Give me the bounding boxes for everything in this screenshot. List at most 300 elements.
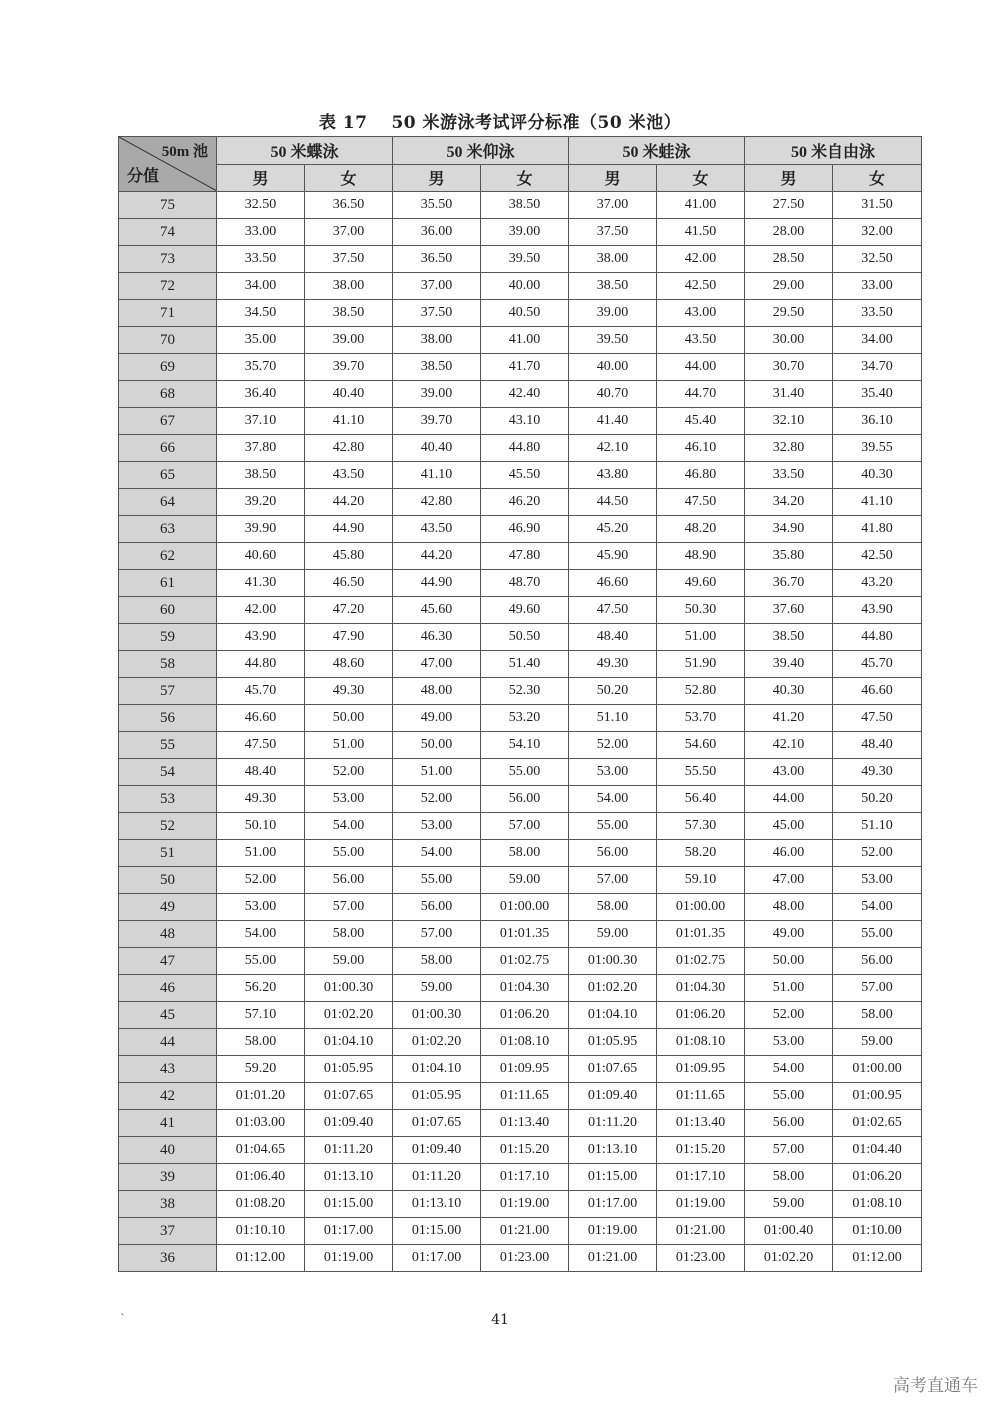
time-cell: 01:08.20 <box>217 1191 305 1218</box>
time-cell: 01:23.00 <box>481 1245 569 1272</box>
time-cell: 01:06.20 <box>657 1002 745 1029</box>
time-cell: 30.70 <box>745 354 833 381</box>
time-cell: 51.00 <box>305 732 393 759</box>
time-cell: 49.30 <box>569 651 657 678</box>
time-cell: 53.00 <box>305 786 393 813</box>
time-cell: 39.00 <box>481 219 569 246</box>
time-cell: 01:21.00 <box>481 1218 569 1245</box>
time-cell: 58.00 <box>569 894 657 921</box>
time-cell: 01:08.10 <box>481 1029 569 1056</box>
time-cell: 36.40 <box>217 381 305 408</box>
time-cell: 01:07.65 <box>393 1110 481 1137</box>
time-cell: 50.20 <box>569 678 657 705</box>
time-cell: 43.50 <box>393 516 481 543</box>
table-row <box>119 732 922 759</box>
page-number: 41 <box>491 1312 509 1328</box>
time-cell: 45.90 <box>569 543 657 570</box>
time-cell: 01:06.40 <box>217 1164 305 1191</box>
score-cell: 54 <box>119 759 217 786</box>
time-cell: 41.10 <box>833 489 922 516</box>
score-cell: 40 <box>119 1137 217 1164</box>
time-cell: 38.50 <box>569 273 657 300</box>
gender-header: 男 <box>569 164 657 192</box>
score-cell: 37 <box>119 1218 217 1245</box>
table-row <box>119 921 922 948</box>
time-cell: 41.30 <box>217 570 305 597</box>
time-cell: 01:02.20 <box>393 1029 481 1056</box>
time-cell: 01:04.10 <box>569 1002 657 1029</box>
score-cell: 73 <box>119 246 217 273</box>
score-cell: 59 <box>119 624 217 651</box>
time-cell: 01:02.20 <box>569 975 657 1002</box>
time-cell: 51.00 <box>217 840 305 867</box>
time-cell: 39.50 <box>481 246 569 273</box>
time-cell: 01:15.00 <box>305 1191 393 1218</box>
time-cell: 01:06.20 <box>833 1164 922 1191</box>
time-cell: 31.40 <box>745 381 833 408</box>
time-cell: 58.00 <box>481 840 569 867</box>
time-cell: 56.40 <box>657 786 745 813</box>
time-cell: 33.50 <box>217 246 305 273</box>
time-cell: 45.70 <box>217 678 305 705</box>
time-cell: 45.70 <box>833 651 922 678</box>
time-cell: 01:04.10 <box>393 1056 481 1083</box>
time-cell: 44.80 <box>217 651 305 678</box>
time-cell: 32.00 <box>833 219 922 246</box>
time-cell: 50.10 <box>217 813 305 840</box>
time-cell: 54.00 <box>745 1056 833 1083</box>
time-cell: 46.50 <box>305 570 393 597</box>
time-cell: 35.70 <box>217 354 305 381</box>
time-cell: 46.90 <box>481 516 569 543</box>
time-cell: 51.00 <box>745 975 833 1002</box>
score-cell: 41 <box>119 1110 217 1137</box>
score-cell: 69 <box>119 354 217 381</box>
time-cell: 01:08.10 <box>657 1029 745 1056</box>
time-cell: 44.50 <box>569 489 657 516</box>
time-cell: 48.00 <box>393 678 481 705</box>
time-cell: 54.00 <box>833 894 922 921</box>
time-cell: 58.00 <box>305 921 393 948</box>
time-cell: 48.20 <box>657 516 745 543</box>
table-row <box>119 1083 922 1110</box>
table-row <box>119 867 922 894</box>
time-cell: 57.00 <box>833 975 922 1002</box>
score-cell: 71 <box>119 300 217 327</box>
time-cell: 53.00 <box>745 1029 833 1056</box>
time-cell: 01:19.00 <box>305 1245 393 1272</box>
time-cell: 59.00 <box>745 1191 833 1218</box>
time-cell: 47.90 <box>305 624 393 651</box>
time-cell: 47.50 <box>657 489 745 516</box>
time-cell: 56.00 <box>305 867 393 894</box>
time-cell: 01:17.10 <box>657 1164 745 1191</box>
time-cell: 52.30 <box>481 678 569 705</box>
time-cell: 51.00 <box>393 759 481 786</box>
time-cell: 01:00.00 <box>657 894 745 921</box>
time-cell: 55.00 <box>481 759 569 786</box>
time-cell: 49.30 <box>833 759 922 786</box>
score-cell: 51 <box>119 840 217 867</box>
table-row <box>119 975 922 1002</box>
time-cell: 37.50 <box>569 219 657 246</box>
time-cell: 46.60 <box>833 678 922 705</box>
table-row <box>119 1137 922 1164</box>
score-cell: 61 <box>119 570 217 597</box>
time-cell: 01:02.75 <box>481 948 569 975</box>
time-cell: 41.10 <box>305 408 393 435</box>
time-cell: 55.50 <box>657 759 745 786</box>
time-cell: 41.00 <box>657 192 745 219</box>
time-cell: 32.50 <box>833 246 922 273</box>
event-header: 50 米蛙泳 <box>569 137 745 165</box>
time-cell: 53.00 <box>217 894 305 921</box>
time-cell: 51.10 <box>569 705 657 732</box>
time-cell: 59.20 <box>217 1056 305 1083</box>
time-cell: 01:09.95 <box>481 1056 569 1083</box>
gender-header: 男 <box>217 164 305 192</box>
time-cell: 56.00 <box>569 840 657 867</box>
time-cell: 01:06.20 <box>481 1002 569 1029</box>
time-cell: 41.80 <box>833 516 922 543</box>
score-cell: 58 <box>119 651 217 678</box>
corner-pool-label: 50m 池 <box>161 144 208 160</box>
table-row <box>119 435 922 462</box>
table-row <box>119 759 922 786</box>
time-cell: 54.60 <box>657 732 745 759</box>
time-cell: 46.20 <box>481 489 569 516</box>
time-cell: 01:23.00 <box>657 1245 745 1272</box>
time-cell: 38.50 <box>481 192 569 219</box>
time-cell: 28.00 <box>745 219 833 246</box>
time-cell: 42.40 <box>481 381 569 408</box>
time-cell: 34.00 <box>833 327 922 354</box>
time-cell: 47.20 <box>305 597 393 624</box>
time-cell: 36.10 <box>833 408 922 435</box>
time-cell: 53.00 <box>393 813 481 840</box>
time-cell: 42.00 <box>217 597 305 624</box>
score-cell: 46 <box>119 975 217 1002</box>
event-header: 50 米蝶泳 <box>217 137 393 165</box>
time-cell: 45.00 <box>745 813 833 840</box>
table-caption: 50 米游泳考试评分标准（50 米池） <box>391 113 682 133</box>
time-cell: 46.60 <box>569 570 657 597</box>
time-cell: 42.10 <box>745 732 833 759</box>
score-cell: 63 <box>119 516 217 543</box>
time-cell: 43.90 <box>217 624 305 651</box>
time-cell: 36.50 <box>305 192 393 219</box>
time-cell: 01:13.40 <box>657 1110 745 1137</box>
time-cell: 01:13.10 <box>305 1164 393 1191</box>
time-cell: 01:00.30 <box>393 1002 481 1029</box>
time-cell: 01:08.10 <box>833 1191 922 1218</box>
time-cell: 55.00 <box>745 1083 833 1110</box>
event-header: 50 米自由泳 <box>745 137 922 165</box>
score-cell: 62 <box>119 543 217 570</box>
table-row <box>119 489 922 516</box>
time-cell: 57.00 <box>481 813 569 840</box>
table-row <box>119 570 922 597</box>
time-cell: 01:17.10 <box>481 1164 569 1191</box>
time-cell: 40.30 <box>745 678 833 705</box>
time-cell: 49.60 <box>481 597 569 624</box>
time-cell: 49.00 <box>745 921 833 948</box>
time-cell: 01:04.65 <box>217 1137 305 1164</box>
score-cell: 44 <box>119 1029 217 1056</box>
time-cell: 42.80 <box>393 489 481 516</box>
time-cell: 01:00.00 <box>481 894 569 921</box>
time-cell: 39.20 <box>217 489 305 516</box>
time-cell: 55.00 <box>833 921 922 948</box>
time-cell: 35.50 <box>393 192 481 219</box>
time-cell: 31.50 <box>833 192 922 219</box>
time-cell: 41.10 <box>393 462 481 489</box>
time-cell: 38.50 <box>745 624 833 651</box>
time-cell: 01:13.40 <box>481 1110 569 1137</box>
time-cell: 42.80 <box>305 435 393 462</box>
time-cell: 36.70 <box>745 570 833 597</box>
time-cell: 01:02.20 <box>305 1002 393 1029</box>
table-row <box>119 219 922 246</box>
table-row <box>119 462 922 489</box>
time-cell: 01:12.00 <box>217 1245 305 1272</box>
event-header: 50 米仰泳 <box>393 137 569 165</box>
time-cell: 44.20 <box>393 543 481 570</box>
time-cell: 55.00 <box>217 948 305 975</box>
time-cell: 50.50 <box>481 624 569 651</box>
time-cell: 37.00 <box>393 273 481 300</box>
stray-mark: ` <box>120 1312 126 1326</box>
time-cell: 01:11.20 <box>393 1164 481 1191</box>
time-cell: 45.60 <box>393 597 481 624</box>
time-cell: 52.00 <box>217 867 305 894</box>
time-cell: 58.00 <box>745 1164 833 1191</box>
time-cell: 01:01.35 <box>657 921 745 948</box>
time-cell: 01:21.00 <box>657 1218 745 1245</box>
time-cell: 57.00 <box>305 894 393 921</box>
time-cell: 45.40 <box>657 408 745 435</box>
time-cell: 01:04.10 <box>305 1029 393 1056</box>
time-cell: 40.50 <box>481 300 569 327</box>
time-cell: 48.70 <box>481 570 569 597</box>
time-cell: 53.70 <box>657 705 745 732</box>
corner-header <box>119 137 217 192</box>
time-cell: 55.00 <box>393 867 481 894</box>
time-cell: 49.30 <box>305 678 393 705</box>
time-cell: 47.50 <box>569 597 657 624</box>
time-cell: 01:02.75 <box>657 948 745 975</box>
time-cell: 40.60 <box>217 543 305 570</box>
time-cell: 42.50 <box>657 273 745 300</box>
table-row <box>119 273 922 300</box>
time-cell: 01:17.00 <box>569 1191 657 1218</box>
time-cell: 01:04.30 <box>481 975 569 1002</box>
table-body <box>119 192 922 1272</box>
table-row <box>119 408 922 435</box>
time-cell: 43.80 <box>569 462 657 489</box>
score-cell: 60 <box>119 597 217 624</box>
score-cell: 43 <box>119 1056 217 1083</box>
time-cell: 57.00 <box>745 1137 833 1164</box>
time-cell: 50.00 <box>745 948 833 975</box>
time-cell: 33.00 <box>217 219 305 246</box>
time-cell: 48.00 <box>745 894 833 921</box>
time-cell: 01:03.00 <box>217 1110 305 1137</box>
gender-header: 女 <box>657 164 745 192</box>
time-cell: 38.00 <box>393 327 481 354</box>
score-cell: 75 <box>119 192 217 219</box>
gender-header: 男 <box>393 164 481 192</box>
time-cell: 56.00 <box>833 948 922 975</box>
time-cell: 50.20 <box>833 786 922 813</box>
time-cell: 59.00 <box>833 1029 922 1056</box>
time-cell: 52.00 <box>833 840 922 867</box>
time-cell: 54.00 <box>393 840 481 867</box>
time-cell: 53.00 <box>569 759 657 786</box>
time-cell: 49.60 <box>657 570 745 597</box>
time-cell: 01:13.10 <box>393 1191 481 1218</box>
score-cell: 56 <box>119 705 217 732</box>
time-cell: 54.10 <box>481 732 569 759</box>
time-cell: 47.00 <box>393 651 481 678</box>
time-cell: 01:09.40 <box>393 1137 481 1164</box>
time-cell: 36.50 <box>393 246 481 273</box>
time-cell: 35.00 <box>217 327 305 354</box>
time-cell: 38.50 <box>217 462 305 489</box>
time-cell: 39.40 <box>745 651 833 678</box>
time-cell: 58.20 <box>657 840 745 867</box>
table-row <box>119 300 922 327</box>
time-cell: 41.50 <box>657 219 745 246</box>
score-cell: 68 <box>119 381 217 408</box>
time-cell: 29.50 <box>745 300 833 327</box>
time-cell: 56.00 <box>393 894 481 921</box>
time-cell: 59.10 <box>657 867 745 894</box>
time-cell: 40.30 <box>833 462 922 489</box>
time-cell: 40.00 <box>481 273 569 300</box>
table-row <box>119 1245 922 1272</box>
time-cell: 01:00.40 <box>745 1218 833 1245</box>
time-cell: 47.50 <box>833 705 922 732</box>
table-row <box>119 840 922 867</box>
table-row <box>119 651 922 678</box>
time-cell: 01:00.30 <box>569 948 657 975</box>
time-cell: 52.00 <box>745 1002 833 1029</box>
time-cell: 01:21.00 <box>569 1245 657 1272</box>
time-cell: 41.20 <box>745 705 833 732</box>
time-cell: 39.00 <box>305 327 393 354</box>
time-cell: 44.00 <box>745 786 833 813</box>
time-cell: 33.00 <box>833 273 922 300</box>
time-cell: 47.50 <box>217 732 305 759</box>
time-cell: 01:11.20 <box>569 1110 657 1137</box>
corner-score-label: 分值 <box>127 168 160 185</box>
time-cell: 43.00 <box>657 300 745 327</box>
time-cell: 34.70 <box>833 354 922 381</box>
time-cell: 46.80 <box>657 462 745 489</box>
time-cell: 57.30 <box>657 813 745 840</box>
time-cell: 34.90 <box>745 516 833 543</box>
time-cell: 27.50 <box>745 192 833 219</box>
time-cell: 34.00 <box>217 273 305 300</box>
time-cell: 51.10 <box>833 813 922 840</box>
time-cell: 46.10 <box>657 435 745 462</box>
time-cell: 44.80 <box>481 435 569 462</box>
time-cell: 01:07.65 <box>305 1083 393 1110</box>
table-row <box>119 1002 922 1029</box>
time-cell: 52.80 <box>657 678 745 705</box>
table-row <box>119 813 922 840</box>
table-title <box>0 108 1000 133</box>
table-row <box>119 948 922 975</box>
table-row <box>119 354 922 381</box>
time-cell: 44.00 <box>657 354 745 381</box>
score-cell: 50 <box>119 867 217 894</box>
table-row <box>119 1110 922 1137</box>
time-cell: 49.00 <box>393 705 481 732</box>
time-cell: 01:02.65 <box>833 1110 922 1137</box>
table-row <box>119 246 922 273</box>
time-cell: 41.00 <box>481 327 569 354</box>
time-cell: 32.80 <box>745 435 833 462</box>
time-cell: 45.20 <box>569 516 657 543</box>
time-cell: 59.00 <box>569 921 657 948</box>
time-cell: 53.00 <box>833 867 922 894</box>
score-cell: 47 <box>119 948 217 975</box>
time-cell: 40.40 <box>305 381 393 408</box>
time-cell: 39.00 <box>569 300 657 327</box>
gender-header: 女 <box>481 164 569 192</box>
table-row <box>119 516 922 543</box>
score-table <box>118 136 922 1272</box>
time-cell: 37.80 <box>217 435 305 462</box>
time-cell: 45.80 <box>305 543 393 570</box>
time-cell: 37.60 <box>745 597 833 624</box>
time-cell: 44.90 <box>305 516 393 543</box>
time-cell: 01:05.95 <box>393 1083 481 1110</box>
time-cell: 38.00 <box>305 273 393 300</box>
time-cell: 01:10.10 <box>217 1218 305 1245</box>
time-cell: 49.30 <box>217 786 305 813</box>
time-cell: 43.90 <box>833 597 922 624</box>
time-cell: 34.20 <box>745 489 833 516</box>
time-cell: 41.40 <box>569 408 657 435</box>
time-cell: 29.00 <box>745 273 833 300</box>
time-cell: 51.00 <box>657 624 745 651</box>
time-cell: 38.50 <box>305 300 393 327</box>
table-row <box>119 1029 922 1056</box>
time-cell: 56.20 <box>217 975 305 1002</box>
time-cell: 44.20 <box>305 489 393 516</box>
time-cell: 01:00.00 <box>833 1056 922 1083</box>
time-cell: 01:01.20 <box>217 1083 305 1110</box>
table-row <box>119 705 922 732</box>
time-cell: 52.00 <box>393 786 481 813</box>
time-cell: 58.00 <box>393 948 481 975</box>
time-cell: 01:12.00 <box>833 1245 922 1272</box>
time-cell: 01:15.00 <box>393 1218 481 1245</box>
table-number: 表 17 <box>318 113 368 133</box>
time-cell: 39.50 <box>569 327 657 354</box>
time-cell: 51.90 <box>657 651 745 678</box>
time-cell: 46.60 <box>217 705 305 732</box>
score-cell: 67 <box>119 408 217 435</box>
score-cell: 39 <box>119 1164 217 1191</box>
score-cell: 38 <box>119 1191 217 1218</box>
time-cell: 46.00 <box>745 840 833 867</box>
score-cell: 65 <box>119 462 217 489</box>
time-cell: 01:00.95 <box>833 1083 922 1110</box>
